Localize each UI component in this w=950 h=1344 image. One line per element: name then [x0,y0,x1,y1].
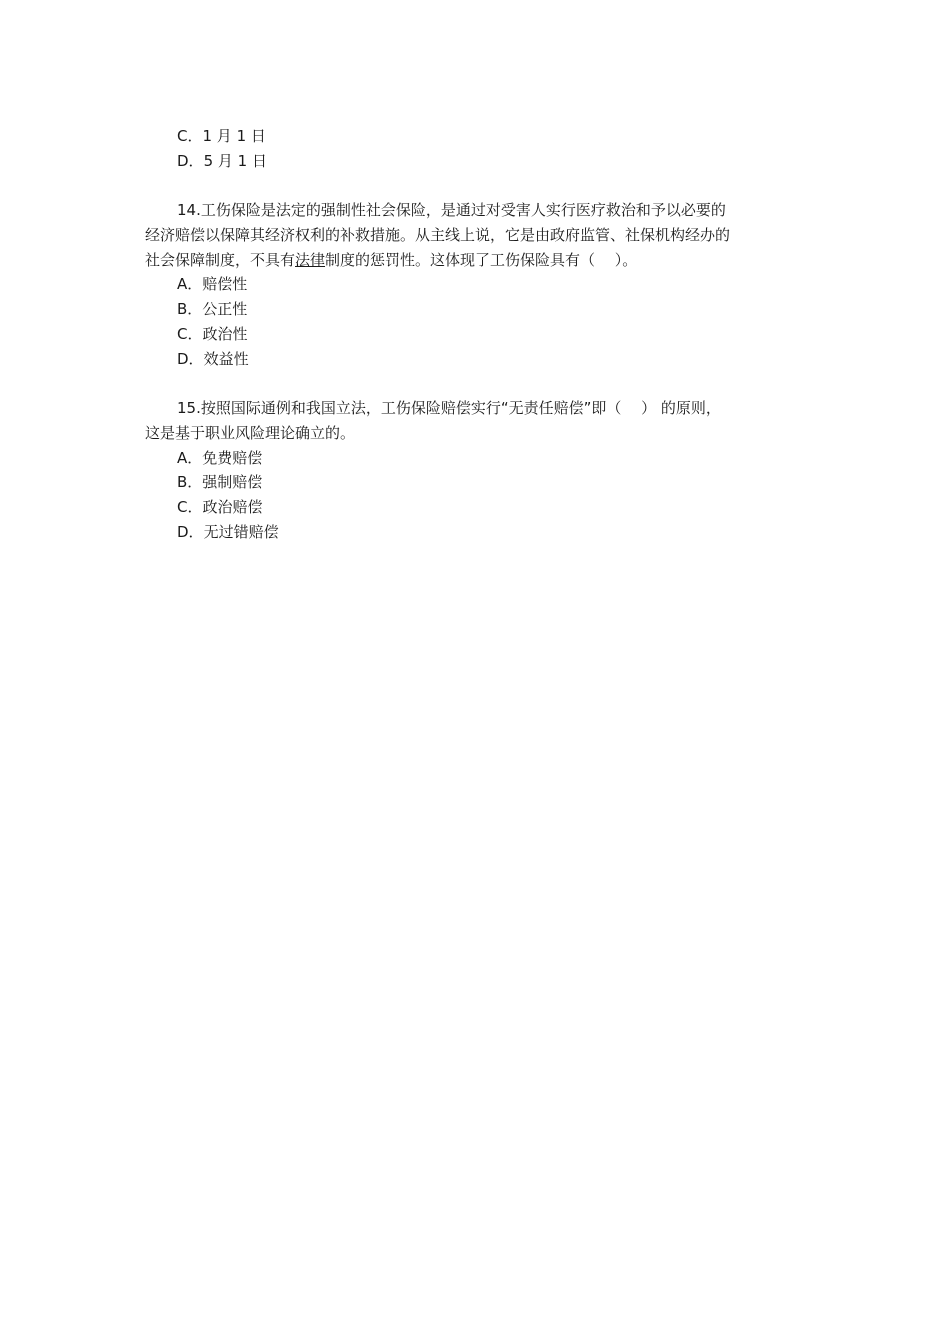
question-15-option-c [177,495,263,519]
option-text: 公正性 [202,300,248,318]
option-text: 效益性 [203,350,249,368]
option-text: 1 月 1 日 [202,127,266,145]
option-text: 政治性 [202,325,248,343]
law-link[interactable]: 法律 [295,251,326,269]
option-text: 赔偿性 [202,275,248,293]
question-14-line-3 [145,248,637,272]
question-15-line-2: 这是基于职业风险理论确立的。 [145,424,356,442]
option-d-prev [177,149,267,173]
question-14-line-2: 经济赔偿以保障其经济权利的补救措施。从主线上说，它是由政府监管、社保机构经办的 [145,226,731,244]
option-letter: C． [177,325,203,343]
question-14-option-a [177,272,247,296]
option-text: 强制赔偿 [202,473,263,491]
option-text: 无过错赔偿 [203,523,279,541]
question-14-line-1: 14.工伤保险是法定的强制性社会保险，是通过对受害人实行医疗救治和予以必要的 [177,201,726,219]
option-letter: C． [177,127,203,145]
question-14-option-c [177,322,248,346]
option-text: 免费赔偿 [202,449,263,467]
question-14-option-b [177,297,247,321]
question-14-text: 社会保障制度，不具有 [145,251,296,269]
option-c-prev [177,124,266,148]
option-text: 5 月 1 日 [203,152,267,170]
option-letter: B． [177,473,203,491]
question-15-option-a [177,446,262,470]
option-letter: A． [177,275,203,293]
option-letter: D． [177,523,204,541]
question-15-option-b [177,470,262,494]
option-letter: B． [177,300,203,318]
option-text: 政治赔偿 [202,498,263,516]
question-14-option-d [177,347,249,371]
option-letter: D． [177,350,204,368]
question-14-text: 制度的惩罚性。这体现了工伤保险具有（ ）。 [325,251,638,269]
option-letter: D． [177,152,204,170]
option-letter: A． [177,449,203,467]
question-15-option-d [177,520,279,544]
question-15-line-1: 15.按照国际通例和我国立法，工伤保险赔偿实行“无责任赔偿”即（ ） 的原则， [177,399,721,417]
option-letter: C． [177,498,203,516]
